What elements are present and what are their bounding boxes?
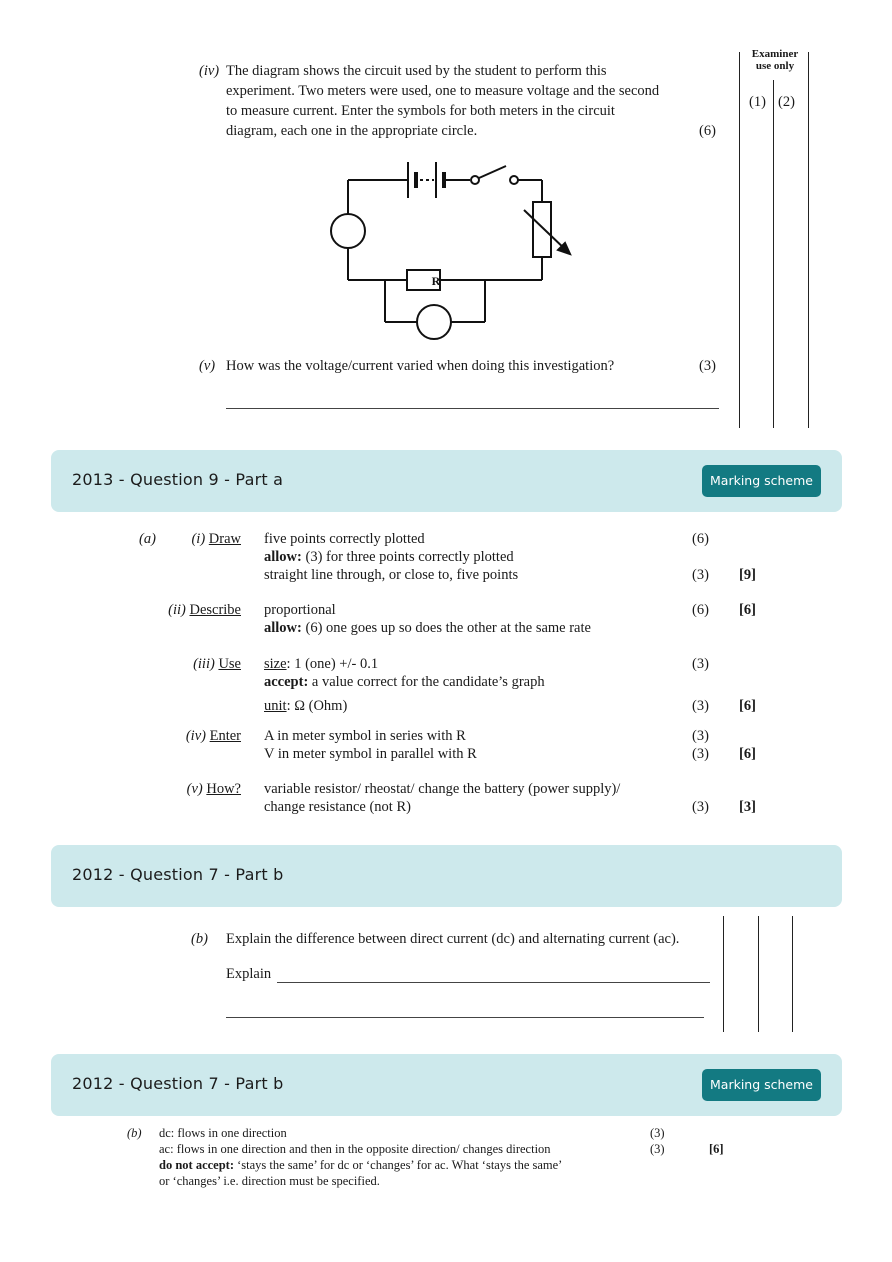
scheme-mark: (3) [650, 1142, 665, 1156]
scheme-line: dc: flows in one direction [159, 1126, 287, 1140]
scheme-total: [6] [709, 1142, 724, 1156]
scheme-mark: (3) [692, 567, 709, 583]
resistor-label: R [431, 274, 441, 288]
question-iv-text: The diagram shows the circuit used by the student to perform this experiment. Two meters were used, one to measure voltage and the second to measure current. Enter the symbols for both meters in the circuit diagram, each one in the appropriate circle. [226, 63, 660, 139]
scheme-item-label: (iii) Use [193, 656, 241, 672]
scheme-line: size: 1 (one) +/- 0.1 [264, 656, 379, 672]
scheme-item-label: (iv) Enter [185, 728, 241, 744]
scheme-mark: (3) [692, 698, 709, 714]
scheme-mark: (3) [692, 656, 709, 672]
explain-label: Explain [226, 966, 272, 982]
scheme-line: V in meter symbol in parallel with R [264, 746, 477, 762]
scheme-mark: (3) [692, 799, 709, 815]
question-v-text: How was the voltage/current varied when doing this investigation? [226, 358, 615, 374]
scheme-line: variable resistor/ rheostat/ change the battery (power supply)/ [264, 781, 621, 797]
examiner-col-line-right [792, 916, 793, 1032]
answer-line [277, 982, 710, 983]
scheme-total: [6] [739, 602, 756, 618]
scheme-line: allow: (3) for three points correctly plotted [264, 549, 514, 565]
scheme-line: do not accept: ‘stays the same’ for dc or ‘changes’ for ac. What ‘stays the same’ [159, 1158, 563, 1172]
answer-line [226, 408, 719, 409]
scheme-total: [9] [739, 567, 756, 583]
examiner-col-1: (1) [749, 94, 766, 110]
scheme-mark: (3) [692, 746, 709, 762]
examiner-label: Examiner use only [751, 48, 799, 72]
examiner-col-line-right [808, 52, 809, 428]
scheme-line: change resistance (not R) [264, 799, 411, 815]
scheme-part-label: (b) [127, 1126, 142, 1140]
banner-title: 2013 - Question 9 - Part a [72, 470, 284, 489]
scheme-mark: (3) [692, 728, 709, 744]
banner-title: 2012 - Question 7 - Part b [72, 1074, 284, 1093]
scheme-total: [3] [739, 799, 756, 815]
scheme-item-label: (v) How? [186, 781, 241, 797]
scheme-line: proportional [264, 602, 336, 618]
scheme-mark: (3) [650, 1126, 665, 1140]
question-v-marks: (3) [699, 358, 716, 374]
circuit-diagram [320, 152, 580, 344]
examiner-col-line-left [723, 916, 724, 1032]
answer-line [226, 1017, 704, 1018]
section-banner-2012-q7b-scheme [51, 1054, 842, 1116]
section-banner-2013-q9a [51, 450, 842, 512]
banner-title: 2012 - Question 7 - Part b [72, 865, 284, 884]
scheme-item-label: (i) Draw [191, 531, 241, 547]
examiner-col-line-left [739, 52, 740, 428]
scheme-line: unit: Ω (Ohm) [264, 698, 348, 714]
scheme-mark: (6) [692, 602, 709, 618]
examiner-col-2: (2) [778, 94, 795, 110]
examiner-col-line-mid [773, 80, 774, 428]
scheme-line: ac: flows in one direction and then in the opposite direction/ changes direction [159, 1142, 551, 1156]
marking-scheme-button[interactable]: Marking scheme [702, 465, 821, 497]
scheme-line: A in meter symbol in series with R [264, 728, 466, 744]
scheme-keyword: do not accept: [159, 1158, 234, 1172]
scheme-line: or ‘changes’ i.e. direction must be specified. [159, 1174, 380, 1188]
scheme-total: [6] [739, 746, 756, 762]
scheme-line: straight line through, or close to, five points [264, 567, 519, 583]
marking-scheme-button[interactable]: Marking scheme [702, 1069, 821, 1101]
scheme-line: allow: (6) one goes up so does the other at the same rate [264, 620, 591, 636]
question-b-text: Explain the difference between direct current (dc) and alternating current (ac). [226, 931, 680, 947]
scheme-line: five points correctly plotted [264, 531, 425, 547]
scheme-part-label: (a) [139, 531, 156, 547]
section-banner-2012-q7b [51, 845, 842, 907]
examiner-col-line-mid [758, 916, 759, 1032]
scheme-mark: (6) [692, 531, 709, 547]
scheme-item-label: (ii) Describe [168, 602, 241, 618]
question-iv-marks: (6) [699, 123, 716, 139]
question-iv-number: (iv) [199, 63, 220, 79]
question-b-number: (b) [191, 931, 208, 947]
scheme-total: [6] [739, 698, 756, 714]
scheme-line: accept: a value correct for the candidate’s graph [264, 674, 545, 690]
question-v-number: (v) [199, 358, 216, 374]
